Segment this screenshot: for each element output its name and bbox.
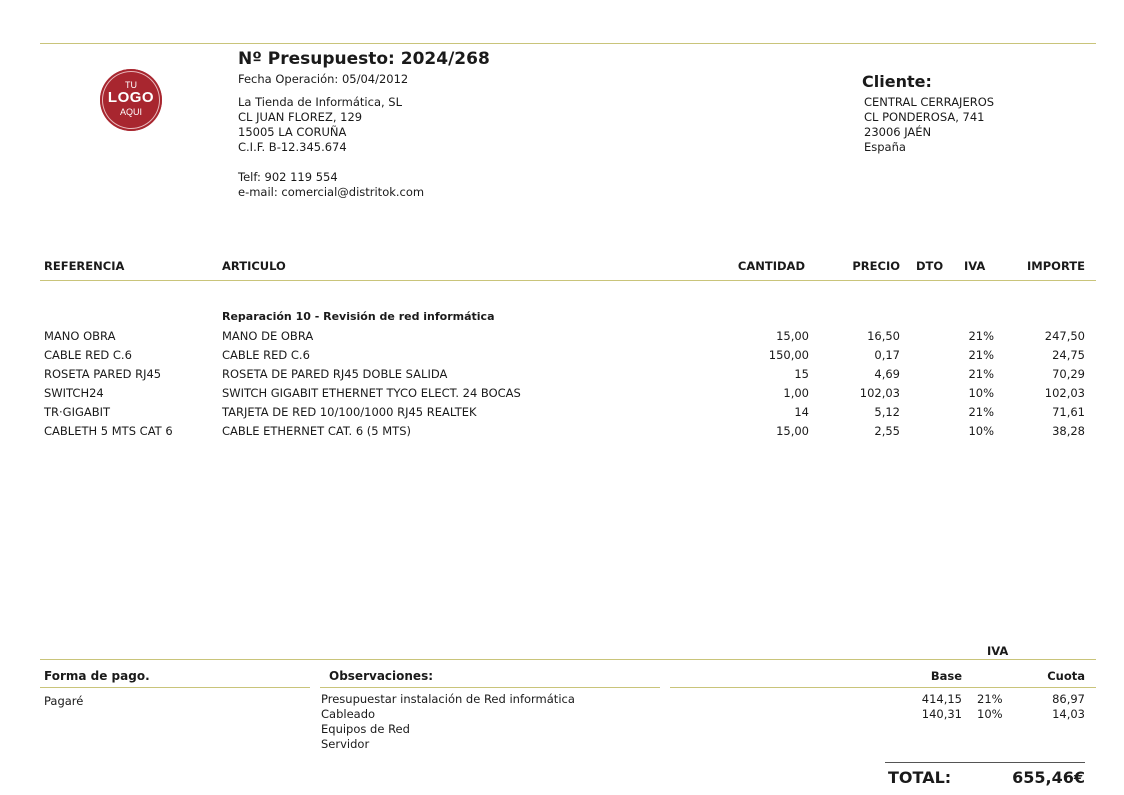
cell-article: MANO DE OBRA <box>222 329 314 343</box>
operation-date: Fecha Operación: 05/04/2012 <box>238 72 409 86</box>
table-row <box>0 386 1124 405</box>
cell-amount: 70,29 <box>1052 367 1085 381</box>
cell-iva: 21% <box>968 367 994 381</box>
cell-qty: 1,00 <box>783 386 809 400</box>
cell-iva: 10% <box>968 424 994 438</box>
company-phone: Telf: 902 119 554 <box>238 170 338 184</box>
cell-iva: 21% <box>968 405 994 419</box>
tax-rate: 21% <box>977 692 1003 706</box>
iva-summary-label: IVA <box>987 644 1009 658</box>
company-logo <box>100 69 162 131</box>
total-value: 655,46€ <box>1012 768 1085 787</box>
logo-text-top: TU <box>125 80 137 90</box>
company-name: La Tienda de Informática, SL <box>238 95 403 109</box>
col-header-article: ARTICULO <box>222 259 286 273</box>
cell-article: TARJETA DE RED 10/100/1000 RJ45 REALTEK <box>222 405 477 419</box>
cell-amount: 71,61 <box>1052 405 1085 419</box>
cell-article: SWITCH GIGABIT ETHERNET TYCO ELECT. 24 BOCAS <box>222 386 521 400</box>
cell-ref: TR·GIGABIT <box>44 405 111 419</box>
client-name: CENTRAL CERRAJEROS <box>864 95 995 109</box>
payment-method-value: Pagaré <box>44 694 84 708</box>
cell-iva: 21% <box>968 348 994 362</box>
cell-amount: 38,28 <box>1052 424 1085 438</box>
col-header-iva: IVA <box>964 259 986 273</box>
col-header-amount: IMPORTE <box>1027 259 1085 273</box>
total-label: TOTAL: <box>888 768 952 787</box>
table-row <box>0 424 1124 443</box>
cell-qty: 15,00 <box>776 329 809 343</box>
total-divider <box>885 762 1085 763</box>
cell-ref: CABLE RED C.6 <box>44 348 132 362</box>
table-row <box>0 367 1124 386</box>
cell-price: 0,17 <box>874 348 900 362</box>
observation-line: Cableado <box>321 707 376 721</box>
col-header-price: PRECIO <box>852 259 900 273</box>
tax-row <box>0 707 1124 722</box>
col-header-qty: CANTIDAD <box>737 259 805 273</box>
logo-text-main: LOGO <box>107 89 155 106</box>
cell-price: 5,12 <box>874 405 900 419</box>
cell-qty: 15 <box>794 367 809 381</box>
table-row <box>0 405 1124 424</box>
cell-article: ROSETA DE PARED RJ45 DOBLE SALIDA <box>222 367 448 381</box>
observations-label: Observaciones: <box>329 669 434 683</box>
tax-row <box>0 692 1124 707</box>
cell-iva: 21% <box>968 329 994 343</box>
tax-divider <box>670 687 1096 688</box>
company-info <box>238 95 424 200</box>
col-header-dto: DTO <box>916 259 944 273</box>
cell-ref: MANO OBRA <box>44 329 116 343</box>
cell-price: 102,03 <box>859 386 900 400</box>
payment-method-label: Forma de pago. <box>44 669 150 683</box>
tax-cuota: 14,03 <box>1052 707 1085 721</box>
tax-cuota-label: Cuota <box>1047 669 1085 683</box>
company-address: CL JUAN FLOREZ, 129 <box>238 110 363 124</box>
cell-qty: 15,00 <box>776 424 809 438</box>
client-country: España <box>864 140 906 154</box>
cell-article: CABLE RED C.6 <box>222 348 310 362</box>
cell-qty: 14 <box>794 405 809 419</box>
cell-price: 4,69 <box>874 367 900 381</box>
table-header-divider <box>40 280 1096 281</box>
tax-rate: 10% <box>977 707 1003 721</box>
cell-qty: 150,00 <box>768 348 809 362</box>
client-address: CL PONDEROSA, 741 <box>864 110 985 124</box>
footer-top-divider <box>40 659 1096 660</box>
company-email: e-mail: comercial@distritok.com <box>238 185 425 199</box>
cell-ref: SWITCH24 <box>44 386 104 400</box>
tax-base: 140,31 <box>921 707 962 721</box>
cell-amount: 247,50 <box>1044 329 1085 343</box>
cell-ref: CABLETH 5 MTS CAT 6 <box>44 424 173 438</box>
table-row <box>0 329 1124 348</box>
payment-divider <box>40 687 310 688</box>
cell-price: 2,55 <box>874 424 900 438</box>
client-city: 23006 JAÉN <box>864 125 932 139</box>
tax-base-label: Base <box>930 669 962 683</box>
client-info <box>864 95 994 155</box>
table-row <box>0 348 1124 367</box>
company-cif: C.I.F. B-12.345.674 <box>238 140 347 154</box>
observation-line: Equipos de Red <box>321 722 410 736</box>
col-header-ref: REFERENCIA <box>44 259 125 273</box>
cell-iva: 10% <box>968 386 994 400</box>
cell-price: 16,50 <box>867 329 900 343</box>
logo-text-bottom: AQUI <box>119 107 142 117</box>
tax-cuota: 86,97 <box>1052 692 1085 706</box>
cell-article: CABLE ETHERNET CAT. 6 (5 MTS) <box>222 424 411 438</box>
section-title: Reparación 10 - Revisión de red informática <box>222 310 495 323</box>
quote-number-title: Nº Presupuesto: 2024/268 <box>238 49 490 69</box>
observation-line: Servidor <box>321 737 370 751</box>
cell-amount: 102,03 <box>1044 386 1085 400</box>
observations-divider <box>320 687 660 688</box>
company-city: 15005 LA CORUÑA <box>238 125 347 139</box>
observation-line: Presupuestar instalación de Red informática <box>321 692 575 706</box>
cell-amount: 24,75 <box>1052 348 1085 362</box>
top-divider <box>40 43 1096 44</box>
cell-ref: ROSETA PARED RJ45 <box>44 367 162 381</box>
client-title: Cliente: <box>862 72 932 91</box>
tax-base: 414,15 <box>921 692 962 706</box>
